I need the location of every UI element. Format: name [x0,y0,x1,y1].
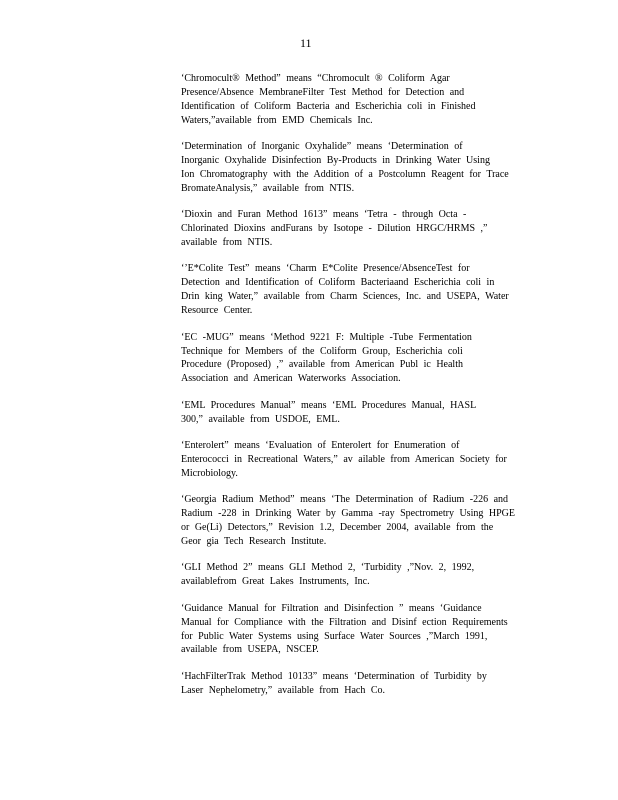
definition-guidance-manual: ‘Guidance Manual for Filtration and Disinfection ” means ‘Guidance Manual for Compliance with the Filtration and Disinf ection Requirements for Public Water Systems using Surface Water Sources ,”March 1991, available from USEPA, NSCEP. [181,602,508,656]
definition-eml-manual: ‘EML Procedures Manual” means ‘EML Procedures Manual, HASL 300,” available from USDOE, EML. [181,399,477,425]
definition-dioxin-furan: ‘Dioxin and Furan Method 1613” means ‘Tetra - through Octa - Chlorinated Dioxins andFurans by Isotope - Dilution HRGC/HRMS ,” available from NTIS. [181,209,488,249]
definition-hach-filtertrak: ‘HachFilterTrak Method 10133” means ‘Determination of Turbidity by Laser Nephelometry,” available from Hach Co. [181,670,487,696]
definition-georgia-radium: ‘Georgia Radium Method” means ‘The Determination of Radium -226 and Radium -228 in Drinking Water by Gamma -ray Spectrometry Using HPGE or Ge(Li) Detectors,” Revision 1.2, December 2004, available from the Geor gia Tech Research Institute. [181,494,515,547]
definitions-list [181,72,540,710]
definition-enterolert: ‘Enterolert” means ‘Evaluation of Enterolert for Enumeration of Enterococci in Recreational Waters,” av ailable from American Society for Microbiology. [181,440,507,479]
definition-inorganic-oxyhalide: ‘Determination of Inorganic Oxyhalide” means ‘Determination of Inorganic Oxyhalide Disinfection By-Products in Drinking Water Using Ion Chromatography with the Addition of a Postcolumn Reagent for Trace BromateAnalysis,” available from NTIS. [181,141,509,194]
definition-gli-method: ‘GLI Method 2” means GLI Method 2, ‘Turbidity ,”Nov. 2, 1992, availablefrom Great Lakes Instruments, Inc. [181,562,475,588]
definition-ec-mug: ‘EC -MUG” means ‘Method 9221 F: Multiple -Tube Fermentation Technique for Members of the Coliform Group, Escherichia coli Procedure (Proposed) ,” available from American Publ ic Health Association and American Waterworks Association. [181,331,472,385]
page-number: 11 [300,36,312,50]
definition-e-colite: ‘’E*Colite Test” means ‘Charm E*Colite Presence/AbsenceTest for Detection and Identification of Coliform Bacteriaand Escherichia coli in Drin king Water,” available from Charm Sciences, Inc. and USEPA, Water Resource Center. [181,263,509,317]
definition-chromocult: ‘Chromocult® Method” means “Chromocult ® Coliform Agar Presence/Absence MembraneFilter Test Method for Detection and Identification of Coliform Bacteria and Escherichia coli in Finished Waters,”available from EMD Chemicals Inc. [181,73,476,126]
